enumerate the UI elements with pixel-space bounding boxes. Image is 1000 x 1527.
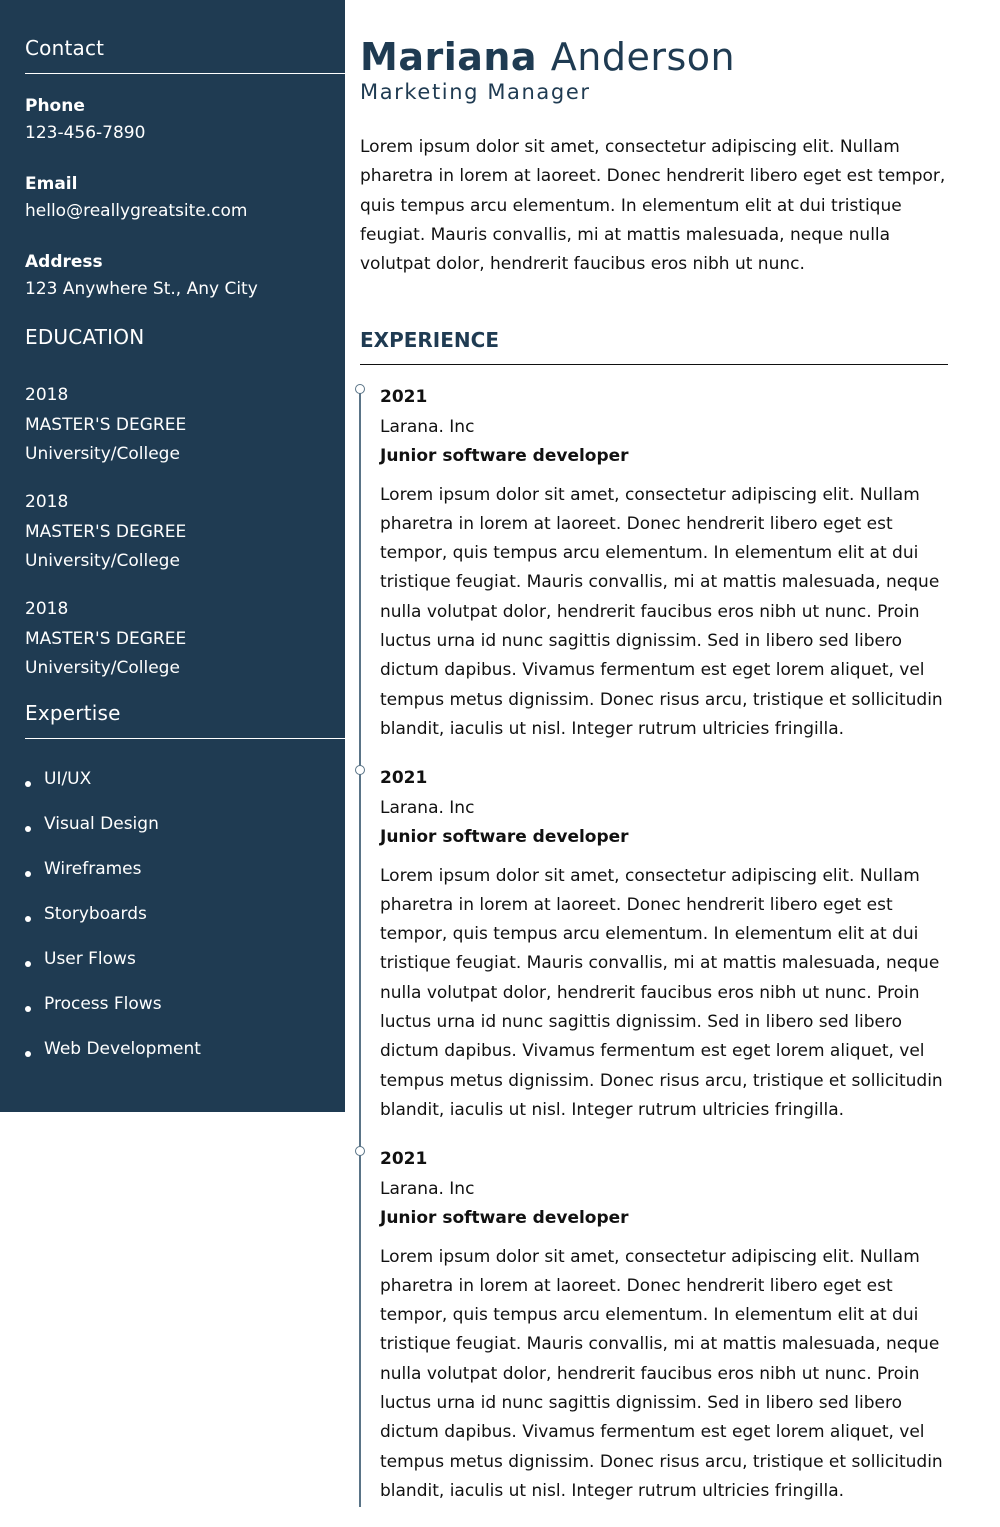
list-item (25, 765, 335, 810)
timeline-dot-icon (355, 1146, 365, 1156)
experience-entry (380, 764, 952, 1125)
experience-divider (360, 364, 948, 365)
skill-label: UI/UX (44, 769, 92, 789)
job-description: Lorem ipsum dolor sit amet, consectetur adipiscing elit. Nullam pharetra in lorem at laoreet. Donec hendrerit libero eget est tempor, quis tempus arcu elementum. In elementum elit at dui tristique feugiat. Mauris convallis, mi at mattis malesuada, neque nulla volutpat dolor, hendrerit faucibus eros nibh ut nunc. Proin luctus urna id nunc sagittis dignissim. Sed in libero sed libero dictum dapibus. Vivamus fermentum est eget lorem aliquet, vel tempus metus dignissim. Donec risus arcu, tristique et sollicitudin blandit, iaculis ut nisl. Integer rutrum ultricies fringilla. (380, 1246, 943, 1501)
education-list (25, 381, 335, 702)
list-item (25, 1035, 335, 1080)
education-school: University/College (25, 551, 180, 571)
skill-label: User Flows (44, 949, 136, 969)
skill-label: Process Flows (44, 994, 162, 1014)
job-title: Junior software developer (380, 446, 629, 466)
education-school: University/College (25, 444, 180, 464)
education-year: 2018 (25, 599, 69, 619)
list-item (25, 855, 335, 900)
list-item (25, 945, 335, 990)
job-description: Lorem ipsum dolor sit amet, consectetur adipiscing elit. Nullam pharetra in lorem at laoreet. Donec hendrerit libero eget est tempor, quis tempus arcu elementum. In elementum elit at dui tristique feugiat. Mauris convallis, mi at mattis malesuada, neque nulla volutpat dolor, hendrerit faucibus eros nibh ut nunc. Proin luctus urna id nunc sagittis dignissim. Sed in libero sed libero dictum dapibus. Vivamus fermentum est eget lorem aliquet, vel tempus metus dignissim. Donec risus arcu, tristique et sollicitudin blandit, iaculis ut nisl. Integer rutrum ultricies fringilla. (380, 865, 943, 1120)
list-item (25, 810, 335, 855)
job-company: Larana. Inc (380, 1178, 475, 1199)
profile-summary: Lorem ipsum dolor sit amet, consectetur adipiscing elit. Nullam pharetra in lorem at laoreet. Donec hendrerit libero eget est tempor, quis tempus arcu elementum. In elementum elit at dui tristique feugiat. Mauris convallis, mi at mattis malesuada, neque nulla volutpat dolor, hendrerit faucibus eros nibh ut nunc. (360, 137, 946, 275)
experience-heading: EXPERIENCE (360, 328, 499, 352)
contact-heading: Contact (25, 36, 105, 60)
job-year: 2021 (380, 387, 428, 407)
education-entry (25, 381, 335, 488)
timeline-line (359, 390, 361, 1507)
job-role: Marketing Manager (360, 80, 591, 104)
contact-address (25, 250, 335, 328)
experience-entry (380, 1145, 952, 1506)
education-degree: MASTER'S DEGREE (25, 628, 187, 649)
education-entry (25, 488, 335, 595)
timeline-dot-icon (355, 384, 365, 394)
job-title: Junior software developer (380, 827, 629, 847)
contact-label: Address (25, 252, 103, 272)
contact-divider (25, 73, 345, 74)
education-school: University/College (25, 658, 180, 678)
first-name: Mariana (360, 35, 538, 79)
expertise-list (25, 765, 335, 1080)
job-company: Larana. Inc (380, 797, 475, 818)
contact-list (25, 94, 335, 328)
experience-entry (380, 383, 952, 744)
job-company: Larana. Inc (380, 416, 475, 437)
phone-value: 123-456-7890 (25, 123, 146, 143)
contact-phone (25, 94, 335, 172)
skill-label: Storyboards (44, 904, 147, 924)
skill-label: Web Development (44, 1039, 201, 1059)
education-year: 2018 (25, 385, 69, 405)
skill-label: Wireframes (44, 859, 142, 879)
bullet-icon (25, 781, 31, 787)
expertise-heading: Expertise (25, 701, 121, 725)
bullet-icon (25, 916, 31, 922)
education-degree: MASTER'S DEGREE (25, 521, 187, 542)
job-description: Lorem ipsum dolor sit amet, consectetur adipiscing elit. Nullam pharetra in lorem at laoreet. Donec hendrerit libero eget est tempor, quis tempus arcu elementum. In elementum elit at dui tristique feugiat. Mauris convallis, mi at mattis malesuada, neque nulla volutpat dolor, hendrerit faucibus eros nibh ut nunc. Proin luctus urna id nunc sagittis dignissim. Sed in libero sed libero dictum dapibus. Vivamus fermentum est eget lorem aliquet, vel tempus metus dignissim. Donec risus arcu, tristique et sollicitudin blandit, iaculis ut nisl. Integer rutrum ultricies fringilla. (380, 484, 943, 739)
education-heading: EDUCATION (25, 325, 145, 349)
bullet-icon (25, 961, 31, 967)
candidate-name (360, 34, 735, 80)
contact-email (25, 172, 335, 250)
bullet-icon (25, 1051, 31, 1057)
bullet-icon (25, 871, 31, 877)
contact-label: Phone (25, 96, 85, 116)
skill-label: Visual Design (44, 814, 159, 834)
job-year: 2021 (380, 768, 428, 788)
expertise-divider (25, 738, 345, 739)
job-title: Junior software developer (380, 1208, 629, 1228)
timeline-dot-icon (355, 765, 365, 775)
list-item (25, 990, 335, 1035)
bullet-icon (25, 826, 31, 832)
education-entry (25, 595, 335, 702)
sidebar (0, 0, 345, 1112)
address-value: 123 Anywhere St., Any City (25, 279, 258, 299)
contact-label: Email (25, 174, 78, 194)
education-year: 2018 (25, 492, 69, 512)
last-name: Anderson (550, 35, 736, 79)
education-degree: MASTER'S DEGREE (25, 414, 187, 435)
job-year: 2021 (380, 1149, 428, 1169)
email-value: hello@reallygreatsite.com (25, 201, 248, 221)
list-item (25, 900, 335, 945)
bullet-icon (25, 1006, 31, 1012)
